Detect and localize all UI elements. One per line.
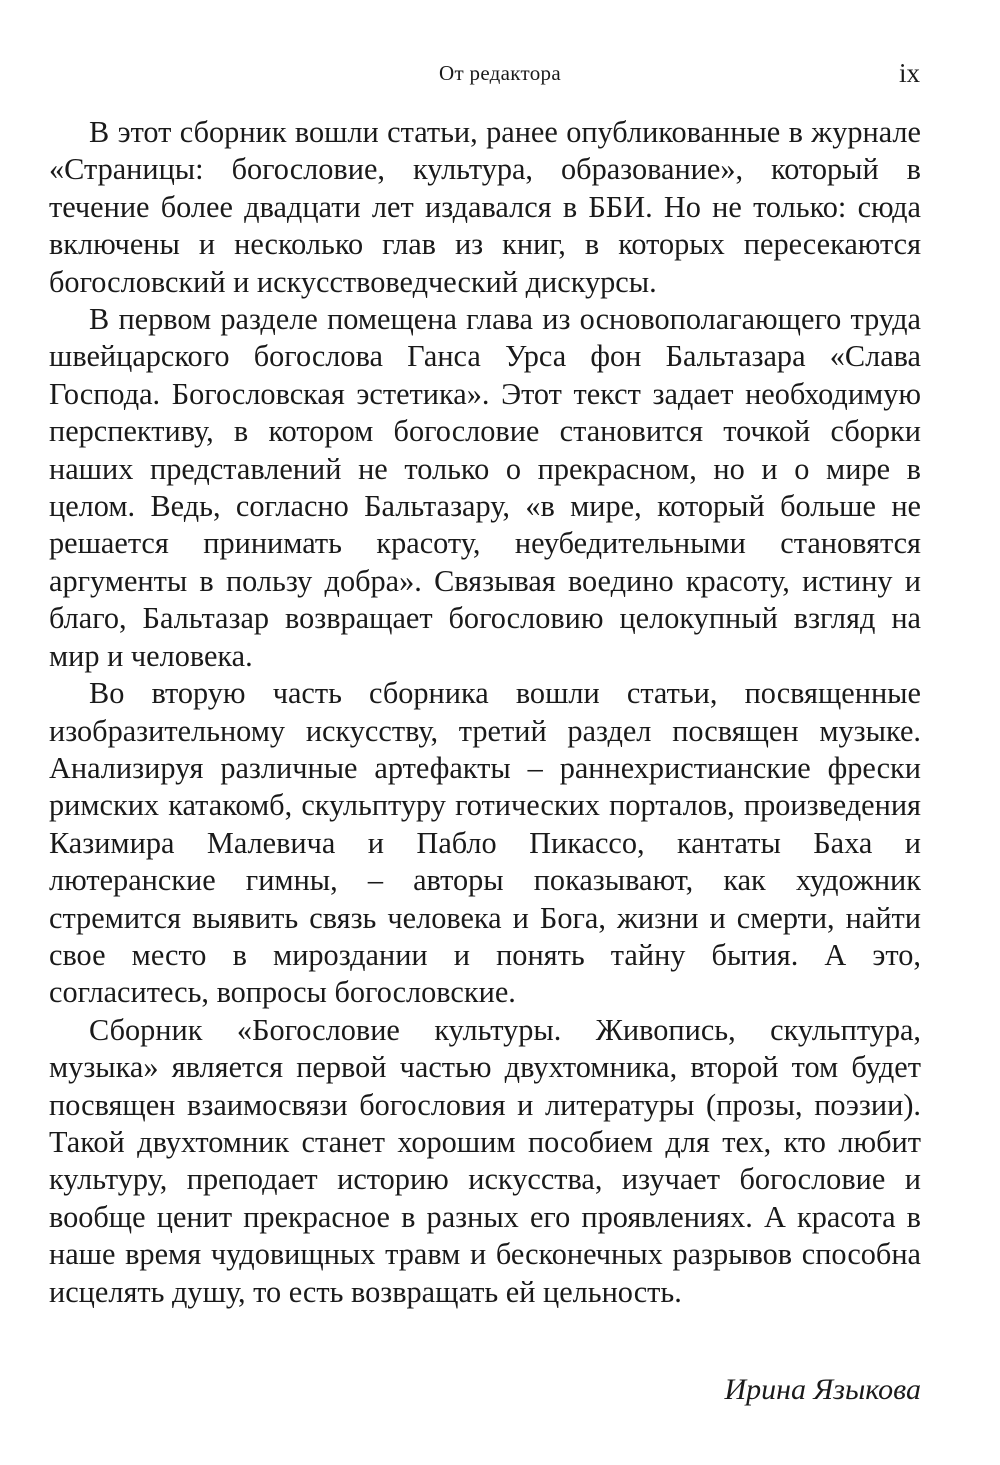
page-number: ix [898, 58, 920, 88]
paragraph-2: В первом разделе помещена глава из основополагающего труда швейцарского богослова Ганса Урса фон Бальтазара «Слава Господа. Богословская эстетика». Этот текст задает необходимую перспективу, в котором богословие становится точкой сборки наших представлений не только о прекрасном, но и о мире в целом. Ведь, согласно Бальтазару, «в мире, который больше не решается принимать красоту, неубедительными становятся аргументы в пользу добра». Связывая воедино красоту, истину и благо, Бальтазар возвращает богословию целокупный взгляд на мир и человека. [49, 302, 921, 673]
paragraph-1: В этот сборник вошли статьи, ранее опубликованные в журнале «Страницы: богословие, культура, образование», который в течение более двадцати лет издавался в ББИ. Но не только: сюда включены и несколько глав из книг, в которых пересекаются богословский и искусствоведческий дискурсы. [49, 115, 921, 299]
running-head [80, 56, 920, 90]
paragraph-4: Сборник «Богословие культуры. Живопись, скульптура, музыка» является первой частью двухтомника, второй том будет посвящен взаимосвязи богословия и литературы (прозы, поэзии). Такой двухтомник станет хорошим пособием для тех, кто любит культуру, преподает историю искусства, изучает богословие и вообще ценит прекрасное в разных его проявлениях. А красота в наше время чудовищных травм и бесконечных разрывов способна исцелять душу, то есть возвращать ей цельность. [49, 1012, 921, 1309]
paragraph-3: Во вторую часть сборника вошли статьи, посвященные изобразительному искусству, третий раздел посвящен музыке. Анализируя различные артефакты – раннехристианские фрески римских катакомб, скульптуру готических порталов, произведения Казимира Малевича и Пабло Пикассо, кантаты Баха и лютеранские гимны, – авторы показывают, как художник стремится выявить связь человека и Бога, жизни и смерти, найти свое место в мироздании и понять тайну бытия. А это, согласитесь, вопросы богословские. [49, 676, 921, 1010]
running-title: От редактора [439, 61, 561, 85]
body-text [49, 114, 921, 1311]
author-signature: Ирина Языкова [724, 1373, 921, 1406]
